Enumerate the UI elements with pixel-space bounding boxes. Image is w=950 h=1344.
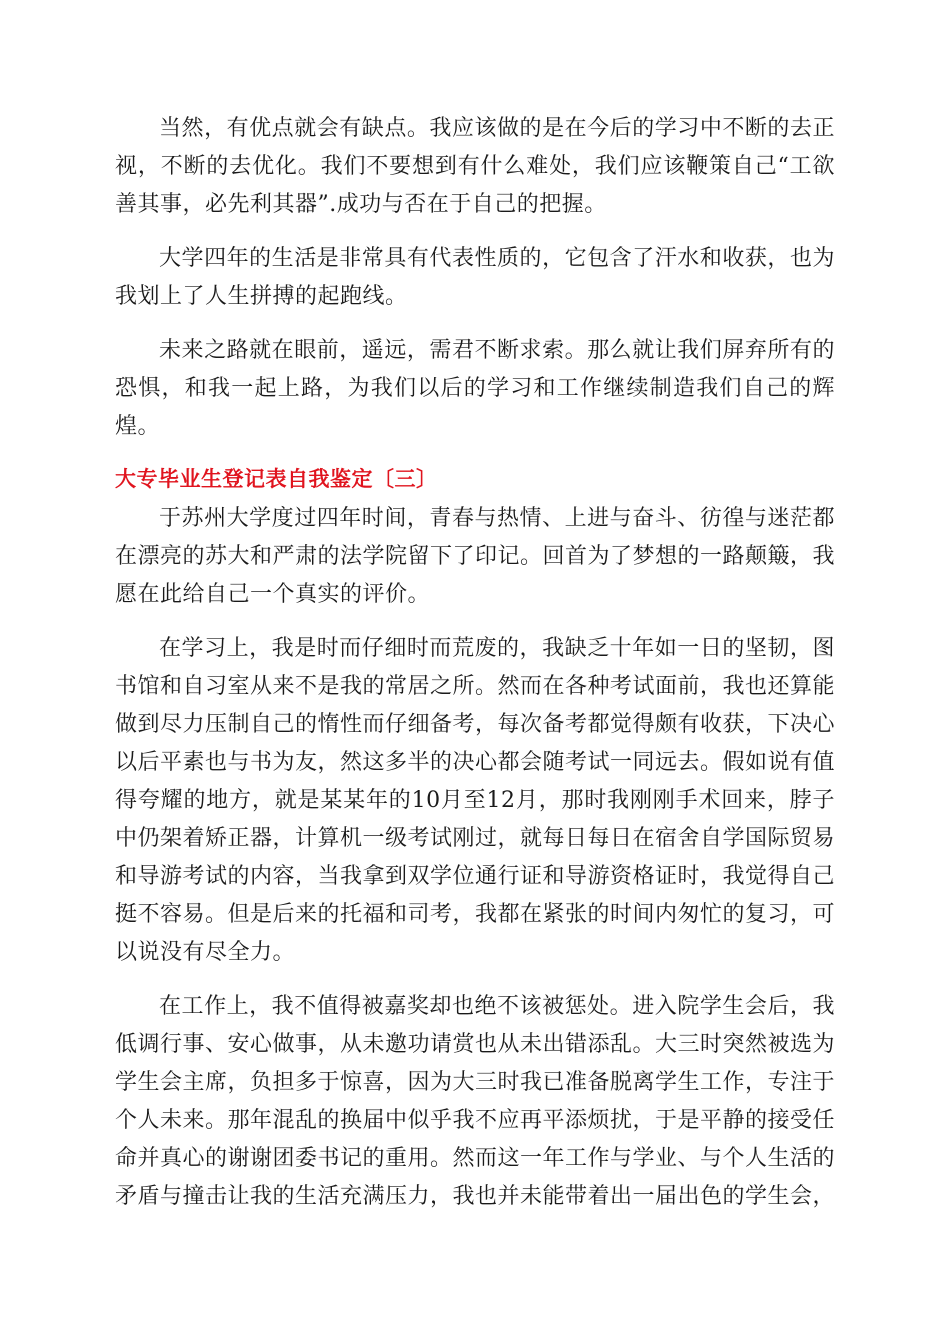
paragraph-work: 在工作上，我不值得被嘉奖却也绝不该被惩处。进入院学生会后，我低调行事、安心做事，从未邀功请赏也从未出错添乱。大三时突然被选为学生会主席，负担多于惊喜，因为大三时我已准备脱离学生工作，专注于个人未来。那年混乱的换届中似乎我不应再平添烦扰，于是平静的接受任命并真心的谢谢团委书记的重用。然而这一年工作与学业、与个人生活的矛盾与撞击让我的生活充满压力，我也并未能带着出一届出色的学生会， bbox=[115, 994, 836, 1209]
paragraph-suzhou-university: 于苏州大学度过四年时间，青春与热情、上进与奋斗、彷徨与迷茫都在漂亮的苏大和严肃的法学院留下了印记。回首为了梦想的一路颠簸，我愿在此给自己一个真实的评价。 bbox=[115, 506, 836, 607]
document-body bbox=[115, 110, 835, 1232]
paragraph-future-road: 未来之路就在眼前，遥远，需君不断求索。那么就让我们屏弃所有的恐惧，和我一起上路，为我们以后的学习和工作继续制造我们自己的辉煌。 bbox=[115, 338, 835, 439]
paragraph-four-years: 大学四年的生活是非常具有代表性质的，它包含了汗水和收获，也为我划上了人生拼搏的起跑线。 bbox=[115, 246, 835, 309]
paragraph-shortcomings: 当然，有优点就会有缺点。我应该做的是在今后的学习中不断的去正视，不断的去优化。我们不要想到有什么难处，我们应该鞭策自己“工欲善其事，必先利其器”.成功与否在于自己的把握。 bbox=[115, 116, 835, 217]
paragraph-study: 在学习上，我是时而仔细时而荒废的，我缺乏十年如一日的坚韧，图书馆和自习室从来不是我的常居之所。然而在各种考试面前，我也还算能做到尽力压制自己的惰性而仔细备考，每次备考都觉得颇有收获，下决心以后平素也与书为友，然这多半的决心都会随考试一同远去。假如说有值得夸耀的地方，就是某某年的10月至12月，那时我刚刚手术回来，脖子中仍架着矫正器，计算机一级考试刚过，就每日每日在宿舍自学国际贸易和导游考试的内容，当我拿到双学位通行证和导游资格证时，我觉得自己挺不容易。但是后来的托福和司考，我都在紧张的时间内匆忙的复习，可以说没有尽全力。 bbox=[115, 636, 836, 965]
section-heading: 大专毕业生登记表自我鉴定〔三〕 bbox=[115, 467, 438, 491]
